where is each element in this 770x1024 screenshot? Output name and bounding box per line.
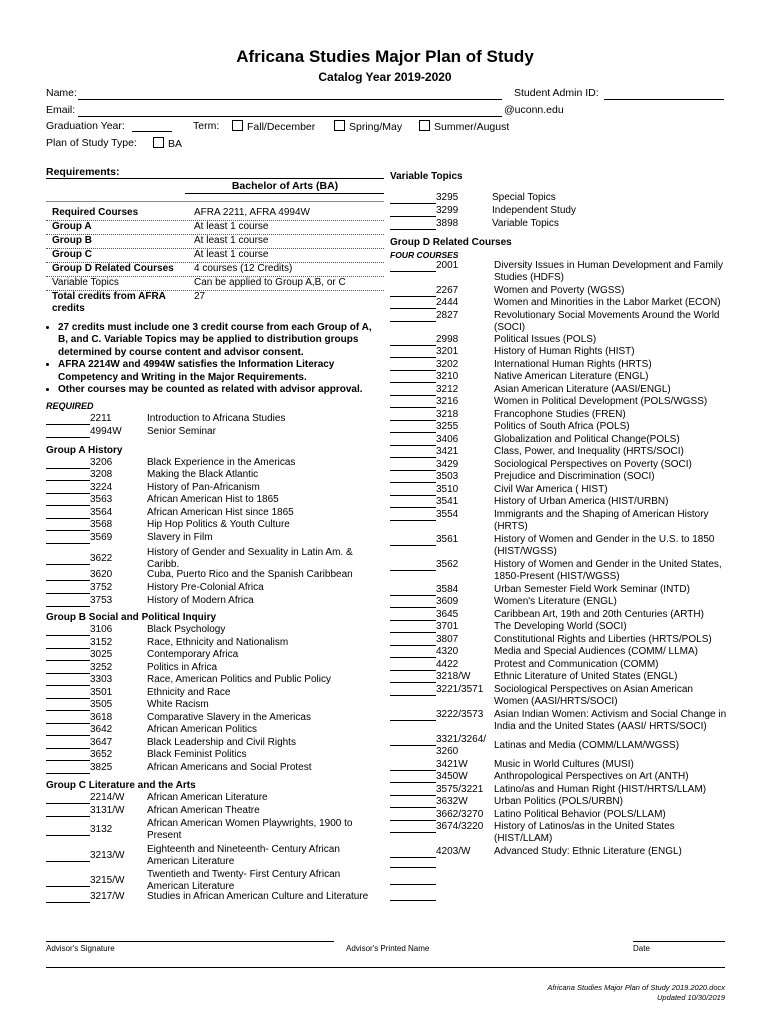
course-name: Contemporary Africa [147,649,239,660]
requirement-label: Variable Topics [52,277,119,288]
course-checkoff-line[interactable] [390,782,436,783]
term-spring-label: Spring/May [349,121,403,133]
course-name: Native American Literature (ENGL) [494,371,649,382]
course-name: Diversity Issues in Human Development and Family Studies (HDFS) [494,260,723,283]
student-id-field[interactable] [604,99,724,100]
course-checkoff-line[interactable] [390,457,436,458]
course-number: 3450W [436,771,468,782]
course-checkoff-line[interactable] [46,760,90,761]
course-checkoff-line[interactable] [390,482,436,483]
course-name: Comparative Slavery in the Americas [147,712,311,723]
course-number: 3106 [90,624,113,635]
course-number: 3132 [90,824,113,835]
course-number: 3252 [90,662,113,673]
course-number: 3701 [436,621,459,632]
course-number: 4422 [436,659,459,670]
course-name: History of Women and Gender in the U.S. to 1850 (HIST/WGSS) [494,534,715,557]
course-checkoff-line[interactable] [390,807,436,808]
checkbox-icon[interactable] [419,120,430,131]
course-checkoff-line[interactable] [46,835,90,836]
course-number: 3561 [436,534,459,545]
requirements-heading: Requirements: [46,166,120,178]
course-name: Class, Power, and Inequality (HRTS/SOCI) [494,446,684,457]
course-checkoff-line[interactable] [46,606,90,607]
blank-checkoff-line[interactable] [390,900,436,901]
course-checkoff-line[interactable] [390,370,436,371]
course-name: Latino/as and Human Right (HIST/HRTS/LLAM) [494,784,707,795]
course-name: Immigrants and the Shaping of American History (HRTS) [494,509,709,532]
course-number: 4320 [436,646,459,657]
course-checkoff-line[interactable] [46,580,90,581]
advisor-signature-label: Advisor's Signature [46,944,115,953]
course-number: 3131/W [90,805,125,816]
course-name: History of Pan-Africanism [147,482,260,493]
footer-updated: Updated 10/30/2019 [657,993,725,1002]
course-number: 3510 [436,484,459,495]
checkbox-icon[interactable] [334,120,345,131]
course-checkoff-line[interactable] [46,543,90,544]
group-d-heading: Group D Related Courses [390,237,512,248]
course-name: History of Women and Gender in the United States, 1850-Present (HIST/WGSS) [494,559,722,582]
course-name: Latino Political Behavior (POLS/LLAM) [494,809,666,820]
course-name: Senior Seminar [147,426,216,437]
course-name: International Human Rights (HRTS) [494,359,652,370]
course-name: Political Issues (POLS) [494,334,597,345]
course-number: 3642 [90,724,113,735]
requirement-label: Required Courses [52,207,139,218]
course-number: 2267 [436,285,459,296]
course-checkoff-line[interactable] [46,685,90,686]
course-name: Black Experience in the Americas [147,457,296,468]
course-name: Ethnicity and Race [147,687,231,698]
plan-ba-label: BA [168,138,183,150]
course-name: Urban Semester Field Work Seminar (INTD) [494,584,690,595]
note-item: • 27 credits must include one 3 credit course from each Group of A, B, and C. Variable Topics may be applied to distribution groups determined by course content and advisor consent. [58,322,376,359]
requirements-table-header: Bachelor of Arts (BA) [231,180,339,192]
blank-checkoff-line[interactable] [390,884,436,885]
course-name: Cuba, Puerto Rico and the Spanish Caribbean [147,569,353,580]
course-checkoff-line[interactable] [46,723,90,724]
course-number: 3201 [436,346,459,357]
course-checkoff-line[interactable] [46,437,90,438]
course-checkoff-line[interactable] [390,745,436,746]
course-number: 3303 [90,674,113,685]
course-number: 2998 [436,334,459,345]
course-number: 3152 [90,637,113,648]
checkbox-icon[interactable] [153,137,164,148]
course-number: 3575/3221 [436,784,484,795]
course-number: 3647 [90,737,113,748]
term-spring-option[interactable] [334,120,402,133]
term-summer-label: Summer/August [434,121,510,133]
course-number: 3206 [90,457,113,468]
course-name: Ethnic Literature of United States (ENGL) [494,671,678,682]
course-checkoff-line[interactable] [390,620,436,621]
course-name: Hip Hop Politics & Youth Culture [147,519,290,530]
course-checkoff-line[interactable] [46,493,90,494]
requirement-label: Group C [52,249,92,260]
requirement-label: Total credits from AFRA credits [52,291,166,314]
course-name: African American Literature [147,792,268,803]
grad-year-label: Graduation Year: [46,120,125,132]
printed-name-line[interactable] [46,967,725,968]
course-number: 2827 [436,310,459,321]
course-name: Music in World Cultures (MUSI) [494,759,634,770]
catalog-year: Catalog Year 2019-2020 [318,70,452,84]
course-checkoff-line[interactable] [390,720,436,721]
course-number: 3584 [436,584,459,595]
plan-type-label: Plan of Study Type: [46,137,137,149]
advisor-printed-label: Advisor's Printed Name [346,944,430,953]
requirement-value: Can be applied to Group A,B, or C [194,277,346,288]
course-name: Latinas and Media (COMM/LLAM/WGSS) [494,740,680,751]
course-checkoff-line[interactable] [390,445,436,446]
course-name: Advanced Study: Ethnic Literature (ENGL) [494,846,682,857]
course-number: 3215/W [90,875,125,886]
course-checkoff-line[interactable] [390,321,436,322]
course-name: Women and Minorities in the Labor Market (ECON) [494,297,721,308]
course-checkoff-line[interactable] [390,657,436,658]
course-name: African American Women Playwrights, 1900 to Present [147,818,353,841]
course-checkoff-line[interactable] [46,518,90,519]
course-checkoff-line[interactable] [390,420,436,421]
course-name: Anthropological Perspectives on Art (ANTH) [494,771,689,782]
course-number: 3569 [90,532,113,543]
course-number: 3429 [436,459,459,470]
course-name: History of Gender and Sexuality in Latin Am. & Caribb. [147,547,353,570]
course-checkoff-line[interactable] [390,395,436,396]
course-number: 3501 [90,687,113,698]
course-name: Race, Ethnicity and Nationalism [147,637,289,648]
course-number: 3753 [90,595,113,606]
course-checkoff-line[interactable] [390,382,436,383]
course-checkoff-line[interactable] [46,735,90,736]
course-number: 3807 [436,634,459,645]
course-name: Black Feminist Politics [147,749,247,760]
section-heading: REQUIRED [46,401,94,411]
course-name: Women and Poverty (WGSS) [494,285,625,296]
course-name: Variable Topics [492,218,559,229]
course-number: 3674/3220 [436,821,484,832]
course-name: Sociological Perspectives on Asian American Women (AASI/HRTS/SOCI) [494,684,693,707]
course-name: Race, American Politics and Public Policy [147,674,331,685]
course-checkoff-line[interactable] [390,507,436,508]
course-name: Making the Black Atlantic [147,469,259,480]
course-number: 3554 [436,509,459,520]
course-name: African Americans and Social Protest [147,762,312,773]
course-name: Revolutionary Social Movements Around the World (SOCI) [494,310,720,333]
email-suffix: @uconn.edu [504,104,564,116]
course-name: Slavery in Film [147,532,213,543]
course-checkoff-line[interactable] [46,424,90,425]
course-number: 3321/3264/ 3260 [436,734,487,757]
requirement-value: At least 1 course [194,249,269,260]
requirements-notes [46,322,376,396]
course-number: 3622 [90,553,113,564]
course-number: 3563 [90,494,113,505]
variable-topics-heading: Variable Topics [390,171,463,182]
course-number: 3224 [90,482,113,493]
course-number: 3421W [436,759,468,770]
section-heading: Group A History [46,445,123,456]
course-number: 3618 [90,712,113,723]
course-checkoff-line[interactable] [390,682,436,683]
course-name: Prejudice and Discrimination (SOCI) [494,471,655,482]
course-checkoff-line[interactable] [46,902,90,903]
course-name: History of Modern Africa [147,595,254,606]
course-number: 3208 [90,469,113,480]
course-checkoff-line[interactable] [46,803,90,804]
course-number: 3212 [436,384,459,395]
course-name: Asian American Literature (AASI/ENGL) [494,384,671,395]
course-name: The Developing World (SOCI) [494,621,627,632]
student-id-label: Student Admin ID: [514,87,599,99]
course-checkoff-line[interactable] [46,480,90,481]
course-name: Asian Indian Women: Activism and Social Change in India and the United States (AASI/ HRTS/SOCI) [494,709,727,732]
course-number: 3541 [436,496,459,507]
course-number: 2001 [436,260,459,271]
course-checkoff-line[interactable] [390,795,436,796]
term-label: Term: [193,120,220,132]
course-number: 3218/W [436,671,471,682]
course-name: Protest and Communication (COMM) [494,659,659,670]
requirement-label: Group A [52,221,92,232]
course-number: 2211 [90,413,112,424]
requirement-label: Group D Related Courses [52,263,174,274]
course-number: 3609 [436,596,459,607]
note-item: • AFRA 2214W and 4994W satisfies the Information Literacy Competency and Writing in the Major Requirements. [58,359,376,384]
grad-year-field[interactable] [132,131,172,132]
requirement-value: 27 [194,291,206,302]
course-checkoff-line[interactable] [46,773,90,774]
course-checkoff-line[interactable] [46,593,90,594]
email-label: Email: [46,104,76,116]
course-number: 3202 [436,359,459,370]
course-number: 3213/W [90,850,125,861]
requirement-value: 4 courses (12 Credits) [194,263,293,274]
course-checkoff-line[interactable] [390,857,436,858]
course-name: African American Politics [147,724,258,735]
requirement-label: Group B [52,235,92,246]
course-number: 3825 [90,762,113,773]
course-checkoff-line[interactable] [390,229,436,230]
course-checkoff-line[interactable] [390,770,436,771]
section-heading: Group C Literature and the Arts [46,780,196,791]
course-checkoff-line[interactable] [46,861,90,862]
course-checkoff-line[interactable] [390,645,436,646]
course-name: Eighteenth and Nineteenth- Century African American Literature [147,844,340,867]
course-number: 3568 [90,519,113,530]
course-checkoff-line[interactable] [390,203,436,204]
requirement-value: AFRA 2211, AFRA 4994W [194,207,310,218]
course-number: 3295 [436,192,459,203]
course-name: History of Human Rights (HIST) [494,346,635,357]
course-number: 3503 [436,471,459,482]
group-d-subheading: FOUR COURSES [390,250,459,260]
course-name: Francophone Studies (FREN) [494,409,626,420]
term-fall-label: Fall/December [247,121,316,133]
note-item: • Other courses may be counted as related with advisor approval. [58,384,376,396]
course-checkoff-line[interactable] [46,698,90,699]
course-checkoff-line[interactable] [46,505,90,506]
course-number: 4994W [90,426,122,437]
course-checkoff-line[interactable] [390,832,436,833]
course-number: 3564 [90,507,113,518]
date-label: Date [633,944,650,953]
course-number: 3652 [90,749,113,760]
course-checkoff-line[interactable] [390,357,436,358]
requirements-rule [46,178,384,179]
plan-ba-option[interactable] [153,137,182,150]
course-name: History of Urban America (HIST/URBN) [494,496,669,507]
name-field[interactable] [78,99,502,100]
course-name: White Racism [147,699,209,710]
section-heading: Group B Social and Political Inquiry [46,612,217,623]
course-number: 3299 [436,205,459,216]
course-checkoff-line[interactable] [46,660,90,661]
course-checkoff-line[interactable] [390,520,436,521]
requirement-value: At least 1 course [194,221,269,232]
course-checkoff-line[interactable] [390,271,436,272]
blank-checkoff-line[interactable] [390,867,436,868]
course-name: Black Leadership and Civil Rights [147,737,296,748]
requirements-table-top [46,201,384,202]
course-checkoff-line[interactable] [390,345,436,346]
course-number: 4203/W [436,846,471,857]
course-number: 3406 [436,434,459,445]
course-checkoff-line[interactable] [390,695,436,696]
course-checkoff-line[interactable] [46,748,90,749]
course-checkoff-line[interactable] [390,308,436,309]
course-name: Women in Political Development (POLS/WGSS) [494,396,708,407]
course-name: Caribbean Art, 19th and 20th Centuries (ARTH) [494,609,704,620]
course-number: 2214/W [90,792,125,803]
course-checkoff-line[interactable] [390,545,436,546]
name-label: Name: [46,87,77,99]
course-name: Globalization and Political Change(POLS) [494,434,680,445]
course-checkoff-line[interactable] [390,607,436,608]
course-checkoff-line[interactable] [46,886,90,887]
course-number: 2444 [436,297,459,308]
term-fall-option[interactable] [232,120,315,133]
course-checkoff-line[interactable] [46,710,90,711]
requirement-value: At least 1 course [194,235,269,246]
course-number: 3645 [436,609,459,620]
course-number: 3562 [436,559,459,570]
course-checkoff-line[interactable] [46,816,90,817]
course-number: 3210 [436,371,459,382]
course-checkoff-line[interactable] [390,632,436,633]
course-number: 3662/3270 [436,809,484,820]
course-number: 3218 [436,409,459,420]
course-number: 3221/3571 [436,684,484,695]
course-checkoff-line[interactable] [390,216,436,217]
requirements-header-rule [185,193,384,194]
course-name: Introduction to Africana Studies [147,413,286,424]
course-name: Sociological Perspectives on Poverty (SOCI) [494,459,692,470]
course-name: History Pre-Colonial Africa [147,582,264,593]
course-number: 3620 [90,569,113,580]
advisor-signature-line[interactable] [46,941,334,942]
course-checkoff-line[interactable] [46,468,90,469]
course-checkoff-line[interactable] [390,495,436,496]
course-name: African American Hist to 1865 [147,494,279,505]
course-name: Media and Special Audiences (COMM/ LLMA) [494,646,698,657]
course-checkoff-line[interactable] [46,635,90,636]
date-line[interactable] [633,941,725,942]
course-name: History of Latinos/as in the United States (HIST/LLAM) [494,821,675,844]
term-summer-option[interactable] [419,120,509,133]
course-number: 3752 [90,582,113,593]
email-field[interactable] [78,116,502,117]
course-checkoff-line[interactable] [390,432,436,433]
course-checkoff-line[interactable] [390,407,436,408]
course-name: Independent Study [492,205,576,216]
course-name: African American Theatre [147,805,260,816]
course-number: 3632W [436,796,468,807]
course-number: 3255 [436,421,459,432]
course-checkoff-line[interactable] [390,570,436,571]
course-number: 3421 [436,446,459,457]
course-name: Women's Literature (ENGL) [494,596,617,607]
course-name: Black Psychology [147,624,226,635]
course-name: Special Topics [492,192,556,203]
course-number: 3898 [436,218,459,229]
course-name: Studies in African American Culture and Literature [147,891,369,902]
course-checkoff-line[interactable] [390,595,436,596]
course-name: Politics of South Africa (POLS) [494,421,630,432]
course-name: Politics in Africa [147,662,218,673]
course-checkoff-line[interactable] [46,673,90,674]
course-checkoff-line[interactable] [390,470,436,471]
course-checkoff-line[interactable] [390,296,436,297]
course-number: 3217/W [90,891,125,902]
course-number: 3025 [90,649,113,660]
course-checkoff-line[interactable] [390,820,436,821]
course-checkoff-line[interactable] [390,670,436,671]
course-checkoff-line[interactable] [46,648,90,649]
course-number: 3216 [436,396,459,407]
checkbox-icon[interactable] [232,120,243,131]
footer-filename: Africana Studies Major Plan of Study 2019.2020.docx [547,983,725,992]
course-number: 3222/3573 [436,709,484,720]
course-name: African American Hist since 1865 [147,507,294,518]
course-number: 3505 [90,699,113,710]
course-name: Civil War America ( HIST) [494,484,608,495]
page-title: Africana Studies Major Plan of Study [236,47,534,66]
course-name: Urban Politics (POLS/URBN) [494,796,623,807]
course-name: Twentieth and Twenty- First Century African American Literature [147,869,341,892]
course-checkoff-line[interactable] [46,530,90,531]
course-name: Constitutional Rights and Liberties (HRTS/POLS) [494,634,712,645]
course-checkoff-line[interactable] [46,564,90,565]
